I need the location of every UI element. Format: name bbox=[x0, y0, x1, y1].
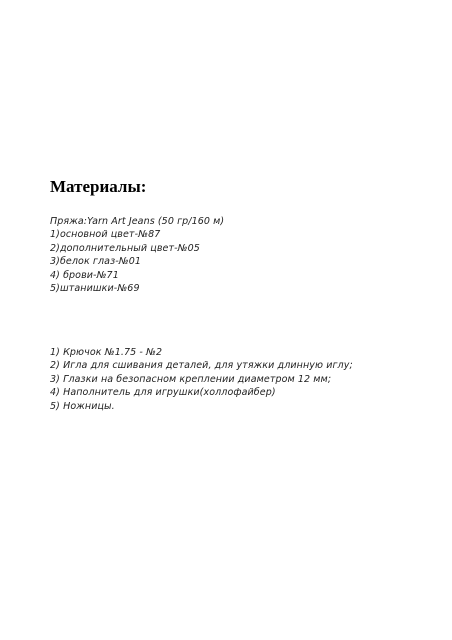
yarn-line: 1)основной цвет-№87 bbox=[50, 229, 161, 241]
tool-line: 3) Глазки на безопасном креплении диаметром 12 мм; bbox=[50, 373, 332, 385]
yarn-list bbox=[50, 215, 224, 295]
yarn-line: 2)дополнительный цвет-№05 bbox=[50, 242, 200, 254]
yarn-line: Пряжа:Yarn Art Jeans (50 гр/160 м) bbox=[50, 216, 225, 227]
yarn-line: 5)штанишки-№69 bbox=[50, 282, 140, 294]
yarn-line: 4) брови-№71 bbox=[50, 269, 119, 281]
tool-line: 2) Игла для сшивания деталей, для утяжки длинную иглу; bbox=[50, 360, 353, 372]
tool-line: 5) Ножницы. bbox=[50, 400, 115, 412]
section-title: Материалы: bbox=[50, 177, 147, 196]
tool-line: 4) Наполнитель для игрушки(холлофайбер) bbox=[50, 387, 276, 399]
tool-line: 1) Крючок №1.75 - №2 bbox=[50, 347, 163, 358]
yarn-line: 3)белок глаз-№01 bbox=[50, 256, 142, 268]
tools-list bbox=[50, 346, 353, 413]
